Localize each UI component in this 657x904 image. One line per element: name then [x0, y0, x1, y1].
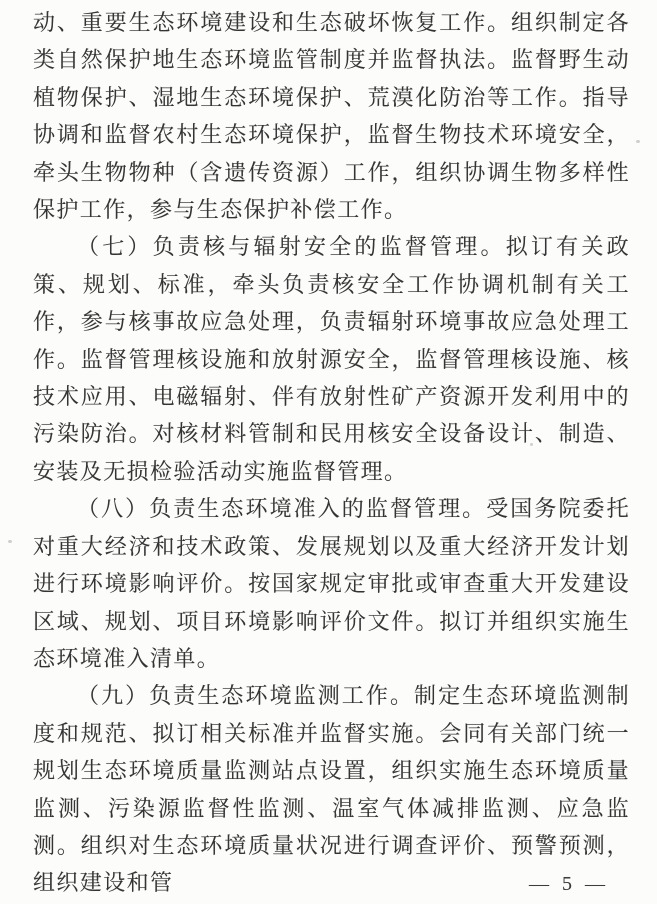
scan-speckle — [8, 540, 12, 543]
paragraph-continuation: 动、重要生态环境建设和生态破坏恢复工作。组织制定各类自然保护地生态环境监管制度并监督执法。监督野生动植物保护、湿地生态环境保护、荒漠化防治等工作。指导协调和监督农村生态环境保护，监督生物技术环境安全，牵头生物物种（含遗传资源）工作，组织协调生物多样性保护工作，参与生态保护补偿工作。 — [33, 10, 630, 223]
scan-speckle — [530, 443, 533, 446]
paragraph-item-9: （九）负责生态环境监测工作。制定生态环境监测制度和规范、拟订相关标准并监督实施。会同有关部门统一规划生态环境质量监测站点设置，组织实施生态环境质量监测、污染源监督性监测、温室气体减排监测、应急监测。组织对生态环境质量状况进行调查评价、预警预测，组织建设和管 — [33, 683, 630, 896]
paragraph-item-8: （八）负责生态环境准入的监督管理。受国务院委托对重大经济和技术政策、发展规划以及重大经济开发计划进行环境影响评价。按国家规定审批或审查重大开发建设区域、规划、项目环境影响评价文件。拟订并组织实施生态环境准入清单。 — [33, 496, 630, 671]
scan-speckle — [596, 509, 599, 512]
scan-speckle — [636, 140, 640, 143]
paragraph-item-7: （七）负责核与辐射安全的监督管理。拟订有关政策、规划、标准，牵头负责核安全工作协调机制有关工作，参与核事故应急处理，负责辐射环境事故应急处理工作。监督管理核设施和放射源安全，监督管理核设施、核技术应用、电磁辐射、伴有放射性矿产资源开发利用中的污染防治。对核材料管制和民用核安全设备设计、制造、安装及无损检验活动实施监督管理。 — [33, 234, 630, 484]
page-number: — 5 — — [529, 873, 609, 895]
document-body — [33, 4, 630, 902]
